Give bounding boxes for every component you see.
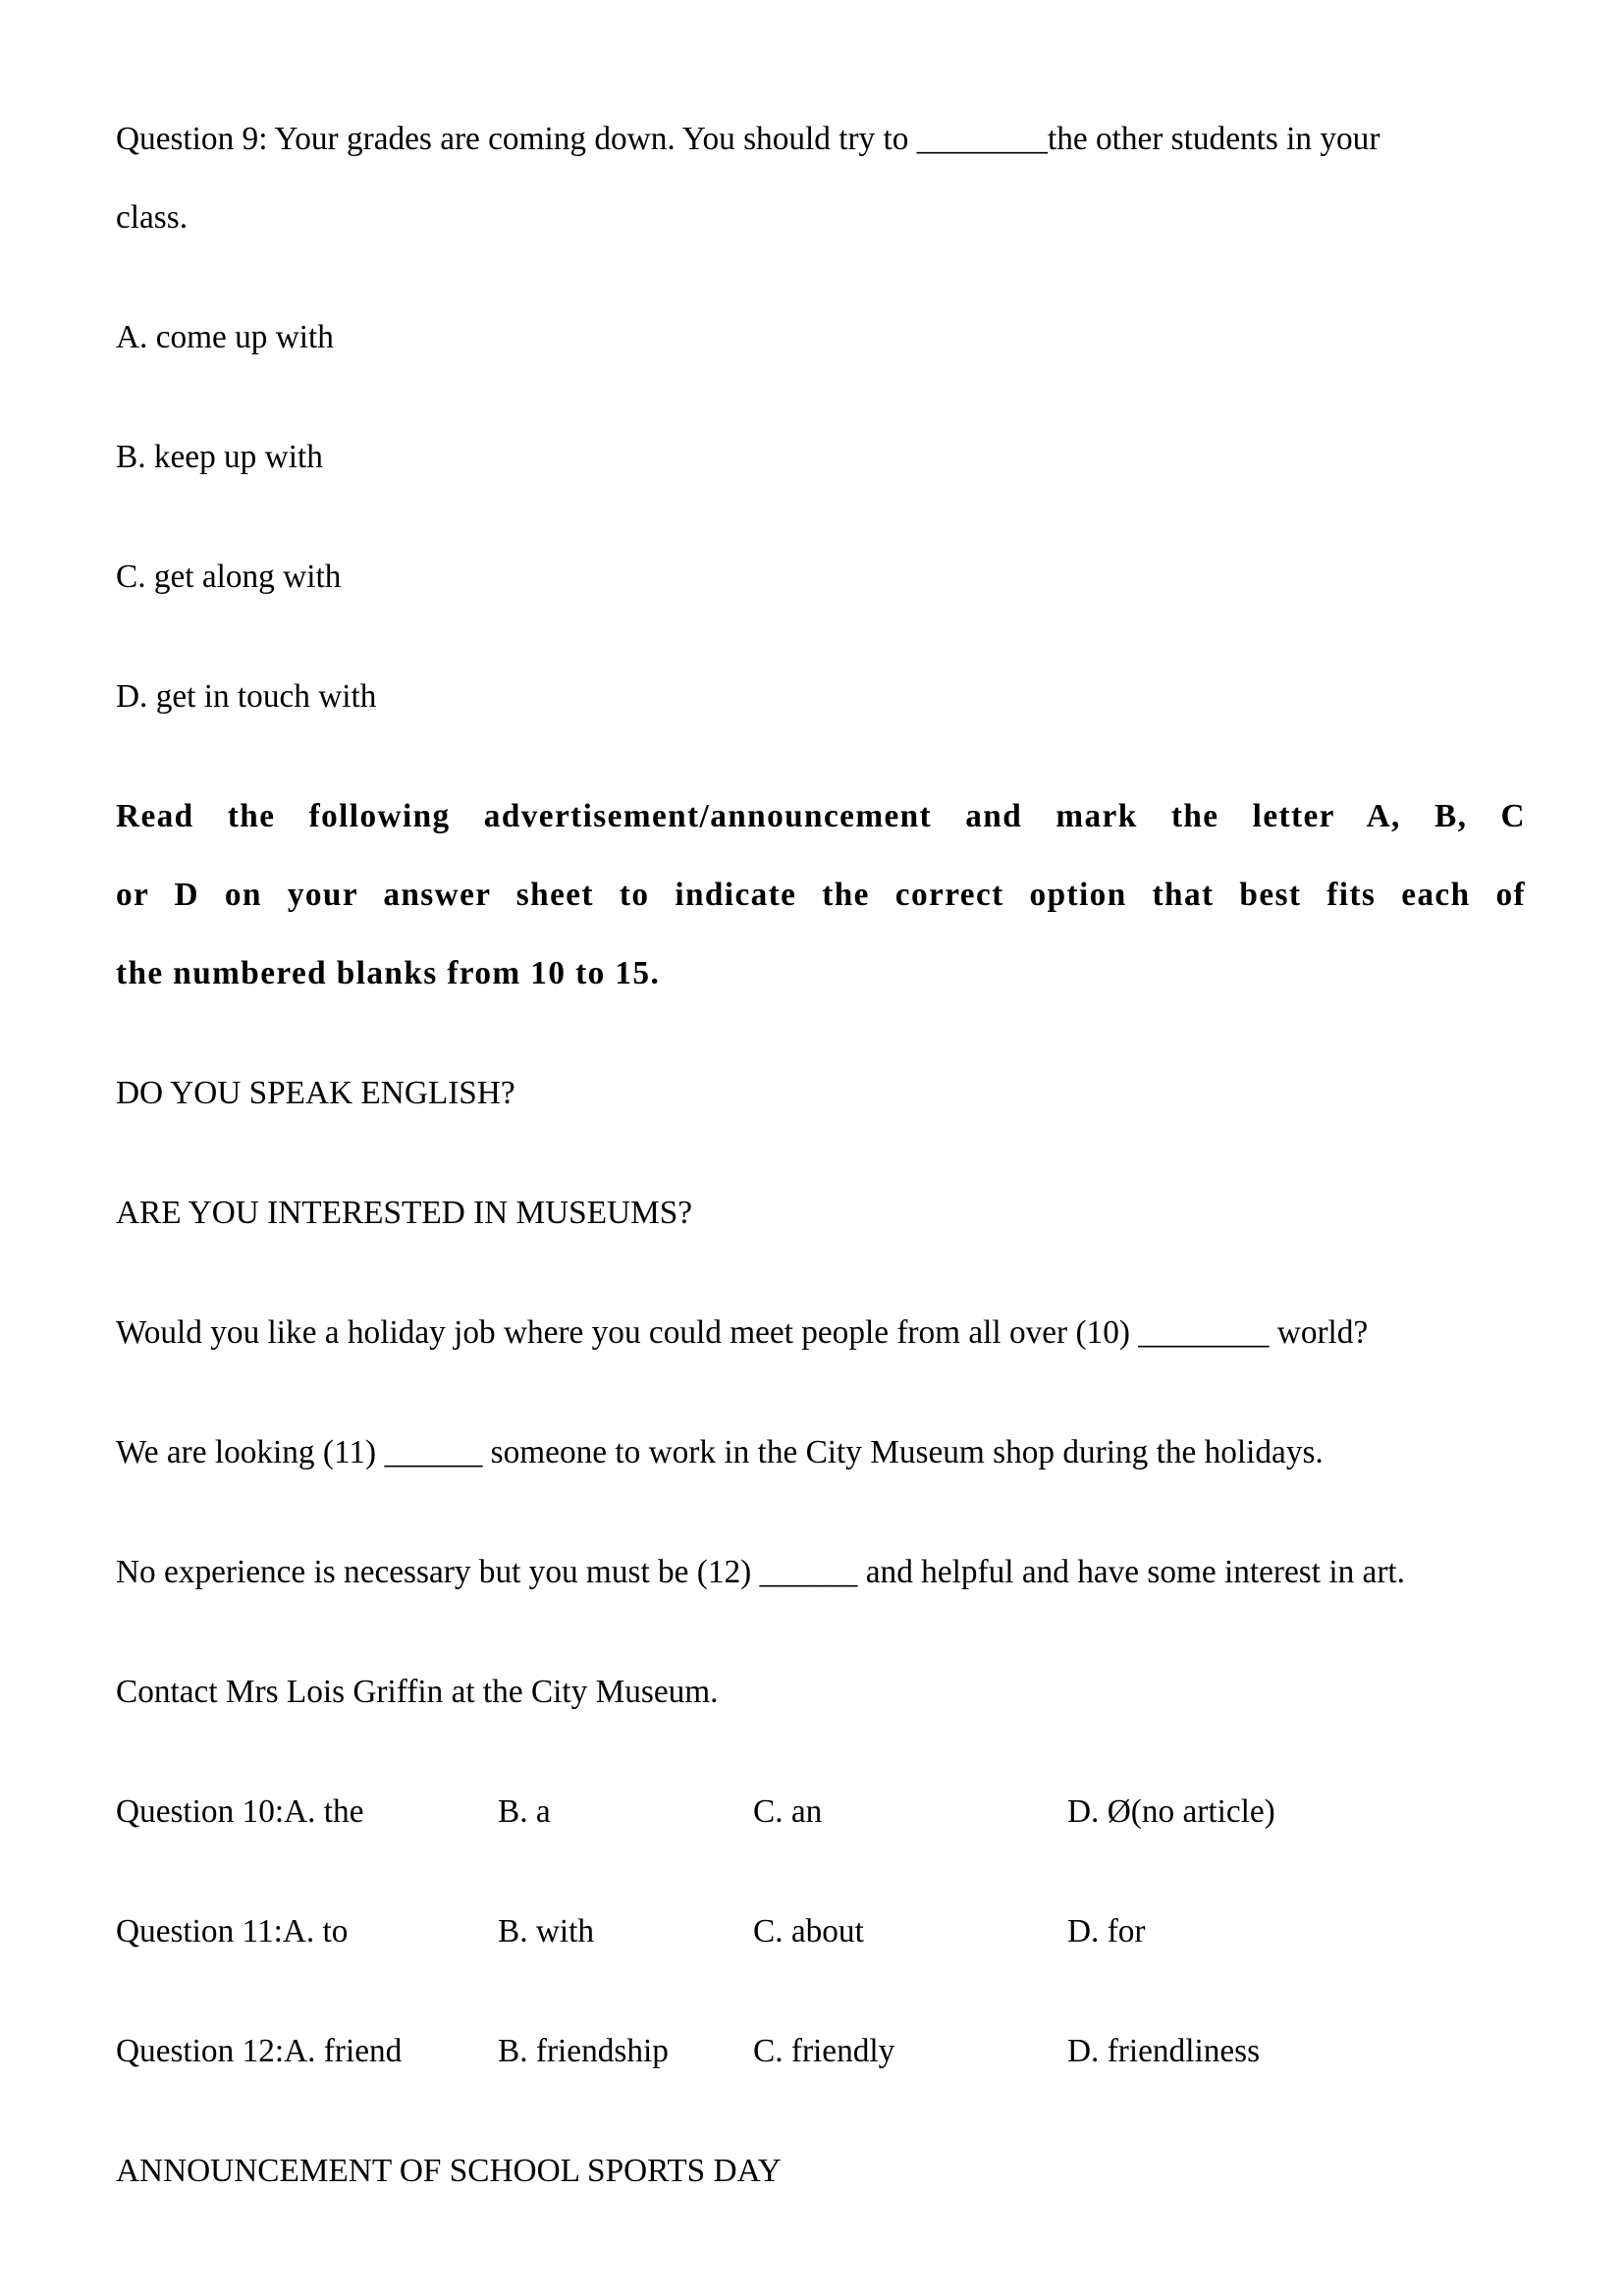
ad-heading-2-text: ARE YOU INTERESTED IN MUSEUMS? <box>116 1195 692 1231</box>
question-10-label-and-option-a: Question 10:A. the <box>116 1793 364 1830</box>
question-9-option-b <box>116 418 1526 497</box>
question-9 <box>116 100 1526 257</box>
question-12-option-c: C. friendly <box>753 2033 895 2069</box>
question-11-option-d: D. for <box>1067 1913 1146 1949</box>
page-content <box>116 100 1526 2211</box>
ad-body-1 <box>116 1294 1526 1372</box>
option-d-text: D. get in touch with <box>116 678 377 715</box>
question-10-option-c: C. an <box>753 1793 823 1830</box>
ad-contact <box>116 1653 1526 1732</box>
question-12-row <box>116 2012 1526 2091</box>
ad-body-3 <box>116 1533 1526 1612</box>
ad-body-2-text: We are looking (11) ______ someone to work in the City Museum shop during the holidays. <box>116 1434 1324 1470</box>
ad-heading-2 <box>116 1174 1526 1253</box>
ad-heading-1 <box>116 1054 1526 1133</box>
question-9-line-2: class. <box>116 199 189 236</box>
question-12-option-b: B. friendship <box>498 2033 669 2069</box>
instruction-line-3: the numbered blanks from 10 to 15. <box>116 955 661 991</box>
question-11-label-and-option-a: Question 11:A. to <box>116 1913 349 1949</box>
ad-body-2 <box>116 1414 1526 1492</box>
question-9-option-c <box>116 538 1526 616</box>
question-10-option-d: D. Ø(no article) <box>1067 1793 1275 1830</box>
ad-body-1-text: Would you like a holiday job where you could meet people from all over (10) ________ world? <box>116 1314 1369 1351</box>
question-11-row <box>116 1893 1526 1971</box>
question-9-option-d <box>116 658 1526 736</box>
instruction-paragraph <box>116 777 1526 1013</box>
ad-body-3-text: No experience is necessary but you must be (12) ______ and helpful and have some interest in art. <box>116 1554 1405 1590</box>
option-b-text: B. keep up with <box>116 439 323 475</box>
question-12-label-and-option-a: Question 12:A. friend <box>116 2033 403 2069</box>
ad-heading-1-text: DO YOU SPEAK ENGLISH? <box>116 1075 515 1111</box>
question-11-option-c: C. about <box>753 1913 864 1949</box>
question-12-option-d: D. friendliness <box>1067 2033 1261 2069</box>
question-11-option-b: B. with <box>498 1913 595 1949</box>
option-a-text: A. come up with <box>116 319 334 355</box>
question-9-option-a <box>116 298 1526 377</box>
sports-day-announcement <box>116 2132 1526 2211</box>
question-10-row <box>116 1773 1526 1851</box>
instruction-line-2: or D on your answer sheet to indicate the correct option that best fits each of <box>116 877 1526 913</box>
instruction-line-1: Read the following advertisement/announcement and mark the letter A, B, C <box>116 798 1526 834</box>
question-10-option-b: B. a <box>498 1793 551 1830</box>
sports-day-announcement-text: ANNOUNCEMENT OF SCHOOL SPORTS DAY <box>116 2153 782 2189</box>
ad-contact-text: Contact Mrs Lois Griffin at the City Museum. <box>116 1674 719 1710</box>
option-c-text: C. get along with <box>116 559 342 595</box>
question-9-line-1: Question 9: Your grades are coming down. You should try to ________the other students in your <box>116 121 1380 157</box>
